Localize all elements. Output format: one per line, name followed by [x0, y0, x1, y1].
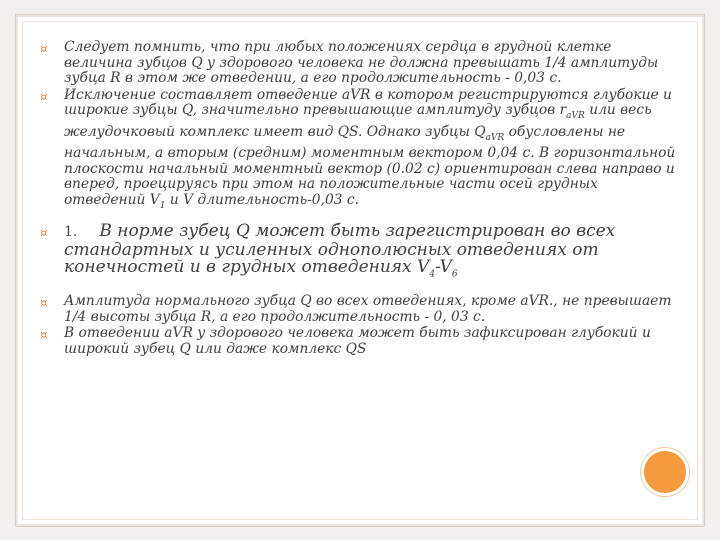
list-item: [40, 88, 680, 214]
list-number: 1.: [64, 224, 78, 241]
list-item-text: Следует помнить, что при любых положениях сердца в грудной клетке величина зубцов Q у здорового человека не должна превышать 1/4 амплитуды зубца R в этом же отведении, а его продолжительность - 0,03 с.: [64, 39, 659, 87]
decorative-circle: [641, 448, 689, 496]
subscript: aVR: [566, 111, 585, 122]
list-item: [40, 294, 680, 325]
bullet-icon: ¤: [40, 328, 48, 343]
subscript: 4: [429, 269, 436, 280]
list-item: [40, 223, 680, 284]
list-item: [40, 326, 680, 357]
list-item-text: В отведении aVR у здорового человека может быть зафиксирован глубокий и широкий зубец Q или даже комплекс QS: [64, 325, 651, 357]
subscript: aVR: [485, 132, 505, 143]
subscript: 1: [159, 200, 166, 211]
bullet-icon: ¤: [40, 296, 48, 311]
list-item-text: -V: [435, 257, 452, 278]
list-item-text: обусловлены не начальным, а вторым (средним) моментным вектором 0,04 с. В горизонтальной плоскости начальный моментный вектор (0.02 с) ориентирован слева направо и вперед, проецируясь при этом на положительные части осей грудных отведений V: [64, 123, 676, 208]
list-item-text: Амплитуда нормального зубца Q во всех отведениях, кроме aVR., не превышает 1/4 высоты зубца R, а его продолжительность - 0, 03 с.: [64, 293, 672, 325]
bullet-icon: ¤: [40, 226, 48, 241]
bullet-icon: ¤: [40, 89, 48, 104]
list-item-text: или весь желудочковый комплекс имеет вид QS. Однако зубцы Q: [64, 102, 652, 140]
list-item: [40, 40, 680, 87]
list-item-text: и V длительность-0,03 с.: [165, 191, 359, 208]
list-item-text: Исключение составляет отведение aVR в котором регистрируются глубокие и широкие зубцы Q, значительно превышающие амплитуду зубцов r: [64, 86, 672, 119]
bullet-list: [40, 40, 680, 358]
subscript: 6: [451, 269, 458, 280]
bullet-icon: ¤: [40, 42, 48, 56]
list-item-text: В норме зубец Q может быть зарегистрирован во всех стандартных и усиленных однополюсных отведениях от конечностей и в грудных отведениях V: [64, 221, 616, 278]
